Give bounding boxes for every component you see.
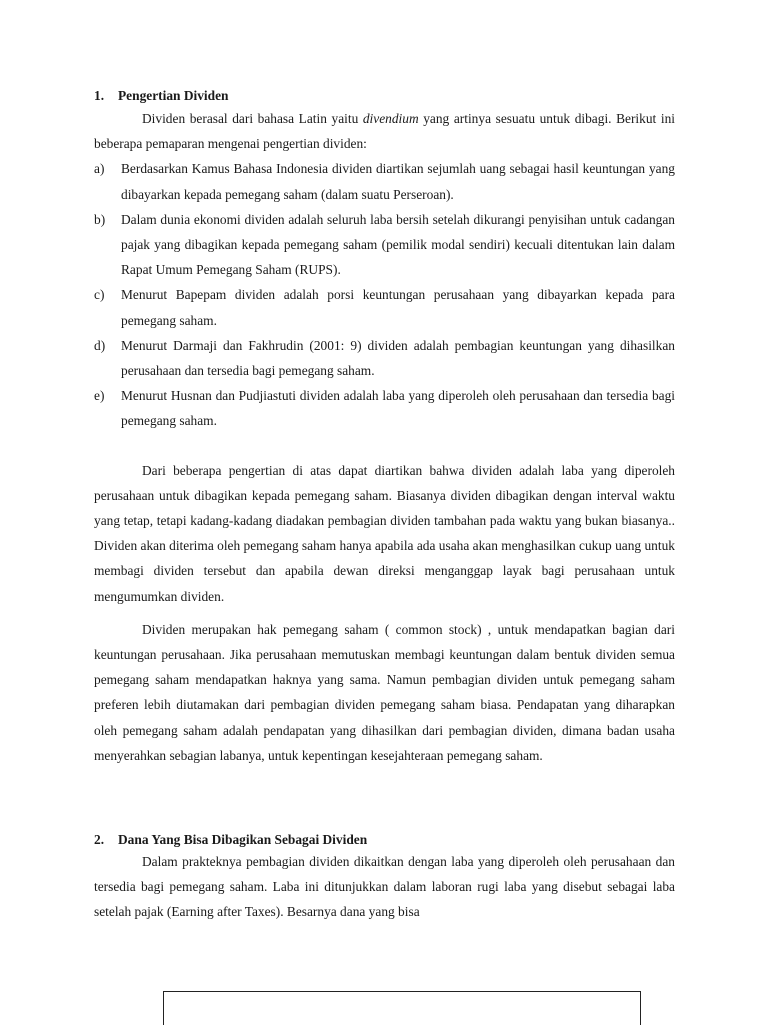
list-item-text: Menurut Bapepam dividen adalah porsi keuntungan perusahaan yang dibayarkan kepada para pemegang saham. [121, 287, 675, 328]
list-item [94, 156, 675, 206]
list-item-text: Dalam dunia ekonomi dividen adalah seluruh laba bersih setelah dikurangi penyisihan untuk cadangan pajak yang dibagikan kepada pemegang saham (pemilik modal sendiri) kecuali ditentukan lain dalam Rapat Umum Pemegang Saham (RUPS). [121, 211, 675, 278]
bottom-frame [163, 991, 641, 1025]
list-item-text: Menurut Darmaji dan Fakhrudin (2001: 9) dividen adalah pembagian keuntungan yang dihasilkan perusahaan dan tersedia bagi pemegang saham. [121, 337, 675, 379]
section-2-paragraph: Dalam prakteknya pembagian dividen dikaitkan dengan laba yang diperoleh oleh perusahaan dan tersedia bagi pemegang saham. Laba ini ditunjukkan dalam laboran rugi laba yang disebut sebagai laba setelah pajak (Earning after Taxes). Besarnya dana yang bisa [94, 854, 675, 920]
section-1-paragraph-1: Dari beberapa pengertian di atas dapat diartikan bahwa dividen adalah laba yang diperoleh perusahaan untuk dibagikan kepada pemegang saham. Biasanya dividen dibagikan dengan interval waktu yang tetap, tetapi kadang-kadang diadakan pembagian dividen tambahan pada waktu yang bukan biasanya.. Dividen akan diterima oleh pemegang saham hanya apabila ada usaha akan menghasilkan cukup uang untuk membagi dividen tersebut dan apabila dewan direksi menganggap layak bagi perusahaan untuk mengumumkan dividen. [94, 462, 675, 604]
list-marker: d) [94, 337, 106, 353]
latin-term: divendium [362, 111, 419, 126]
list-marker: c) [94, 287, 105, 303]
section-2-number: 2. [94, 832, 105, 847]
list-item [94, 207, 675, 283]
list-marker: b) [94, 211, 106, 227]
spacer [94, 434, 675, 458]
section-1-title: Pengertian Dividen [118, 88, 229, 103]
list-item [94, 282, 675, 332]
section-1-number: 1. [94, 88, 105, 103]
list-marker: a) [94, 161, 105, 177]
section-1-paragraph-2: Dividen merupakan hak pemegang saham ( common stock) , untuk mendapatkan bagian dari keuntungan perusahaan. Jika perusahaan memutuskan membagi keuntungan dalam bentuk dividen semua pemegang saham mendapatkan haknya yang sama. Namun pembagian dividen untuk pemegang saham preferen lebih diutamakan dari pembagian dividen pemegang saham biasa. Pendapatan yang diharapkan oleh pemegang saham adalah pendapatan yang dihasilkan dari pembagian dividen, dimana badan usaha menyerahkan sebagian labanya, untuk kepentingan kesejahteraan pemegang saham. [94, 621, 675, 763]
section-1 [94, 86, 675, 768]
list-item-text: Berdasarkan Kamus Bahasa Indonesia dividen diartikan sejumlah uang sebagai hasil keuntungan yang dibayarkan kepada pemegang saham (dalam suatu Perseroan). [121, 161, 675, 202]
list-item-text: Menurut Husnan dan Pudjiastuti dividen adalah laba yang diperoleh oleh perusahaan dan tersedia bagi pemegang saham. [121, 388, 675, 429]
list-item [94, 383, 675, 433]
list-item [94, 333, 675, 383]
spacer [94, 609, 675, 617]
definition-list [94, 156, 675, 433]
section-1-heading [94, 86, 675, 106]
section-2-title: Dana Yang Bisa Dibagikan Sebagai Dividen [118, 832, 368, 847]
section-1-intro: Dividen berasal dari bahasa Latin yaitu divendium yang artinya sesuatu untuk dibagi. Berikut ini beberapa pemaparan mengenai pengertian dividen: [94, 111, 675, 152]
list-marker: e) [94, 388, 105, 404]
section-2-heading [94, 831, 675, 849]
section-2 [94, 831, 675, 925]
